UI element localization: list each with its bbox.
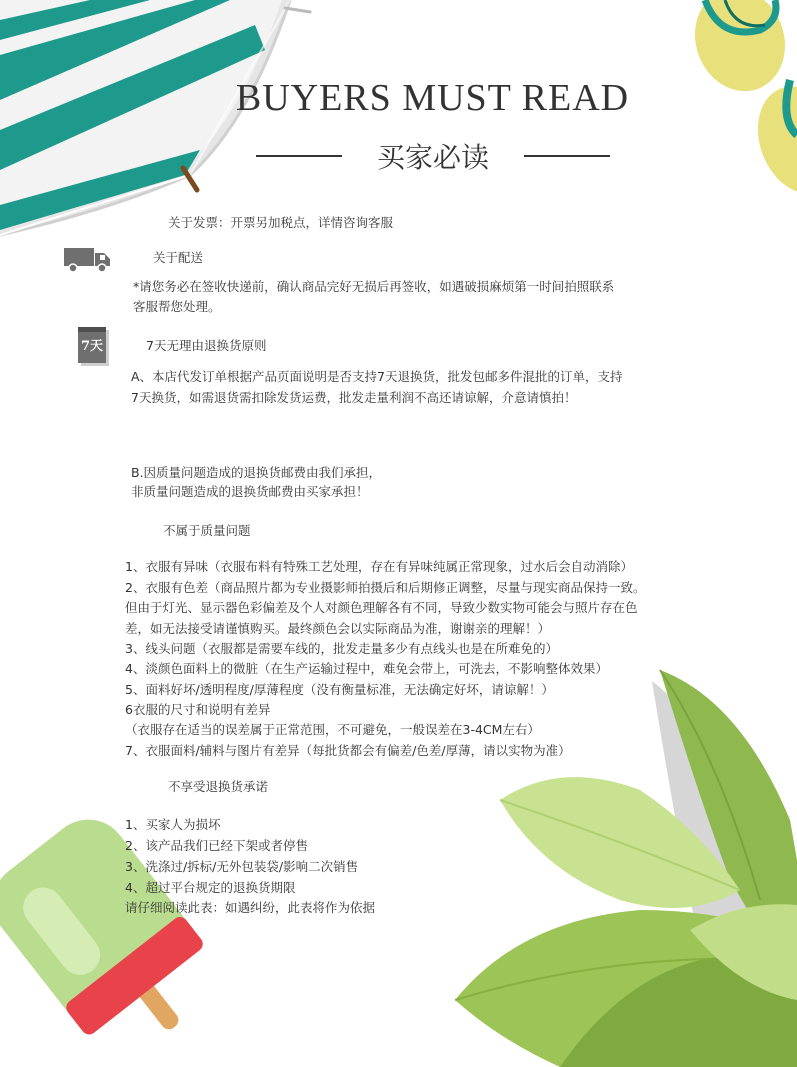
delivery-heading: 关于配送 bbox=[153, 250, 204, 265]
subtitle-right-rule bbox=[524, 155, 610, 157]
returns-b-line-1: B.因质量问题造成的退换货邮费由我们承担， bbox=[131, 465, 382, 480]
invoice-note: 关于发票：开票另加税点，详情咨询客服 bbox=[168, 215, 394, 230]
truck-icon bbox=[64, 246, 112, 274]
not-quality-item-3: 3、线头问题（衣服都是需要车线的，批发走量多少有点线头也是在所难免的） bbox=[125, 641, 558, 656]
delivery-line-2: 客服帮您处理。 bbox=[133, 299, 221, 314]
not-quality-item-2-cont-2: 差，如无法接受请谨慎购买。最终颜色会以实际商品为准，谢谢亲的理解！） bbox=[125, 621, 551, 636]
page-subtitle: 买家必读 bbox=[376, 141, 489, 174]
not-quality-item-5: 5、面料好坏/透明程度/厚薄程度（没有衡量标准，无法确定好坏，请谅解！） bbox=[125, 682, 554, 697]
returns-a-line-2: 7天换货，如需退货需扣除发货运费，批发走量利润不高还请谅解，介意请慎拍！ bbox=[131, 390, 577, 405]
no-return-footer-note: 请仔细阅读此表：如遇纠纷，此表将作为依据 bbox=[125, 900, 376, 915]
no-return-item-4: 4、超过平台规定的退换货期限 bbox=[125, 880, 296, 895]
not-quality-heading: 不属于质量问题 bbox=[163, 523, 251, 538]
subtitle-row bbox=[256, 136, 610, 176]
calendar-7-days-label: 7天 bbox=[80, 339, 104, 354]
not-quality-item-2-cont-1: 但由于灯光、显示器色彩偏差及个人对颜色理解各有不同，导致少数实物可能会与照片存在色 bbox=[125, 600, 638, 615]
returns-heading: 7天无理由退换货原则 bbox=[146, 338, 267, 353]
not-quality-item-6-cont: （衣服存在适当的误差属于正常范围，不可避免，一般误差在3-4CM左右） bbox=[125, 722, 540, 737]
no-return-item-1: 1、买家人为损坏 bbox=[125, 817, 221, 832]
not-quality-item-2: 2、衣服有色差（商品照片都为专业摄影师拍摄后和后期修正调整，尽量与现实商品保持一致。 bbox=[125, 580, 646, 595]
no-return-heading: 不享受退换货承诺 bbox=[168, 779, 269, 794]
no-return-item-3: 3、洗涤过/拆标/无外包装袋/影响二次销售 bbox=[125, 859, 359, 874]
calendar-7-days-icon bbox=[78, 327, 106, 363]
no-return-item-2: 2、该产品我们已经下架或者停售 bbox=[125, 838, 308, 853]
returns-b-line-2: 非质量问题造成的退换货邮费由买家承担！ bbox=[131, 484, 369, 499]
not-quality-item-1: 1、衣服有异味（衣服布料有特殊工艺处理，存在有异味纯属正常现象，过水后会自动消除） bbox=[125, 559, 633, 574]
delivery-line-1: *请您务必在签收快递前，确认商品完好无损后再签收，如遇破损麻烦第一时间拍照联系 bbox=[133, 279, 615, 294]
not-quality-item-7: 7、衣服面料/辅料与图片有差异（每批货都会有偏差/色差/厚薄，请以实物为准） bbox=[125, 743, 571, 758]
not-quality-item-6: 6衣服的尺寸和说明有差异 bbox=[125, 702, 271, 717]
returns-a-line-1: A、本店代发订单根据产品页面说明是否支持7天退换货，批发包邮多件混批的订单，支持 bbox=[131, 369, 623, 384]
not-quality-item-4: 4、淡颜色面料上的微脏（在生产运输过程中，难免会带上，可洗去，不影响整体效果） bbox=[125, 661, 608, 676]
page-title: BUYERS MUST READ bbox=[235, 77, 630, 119]
